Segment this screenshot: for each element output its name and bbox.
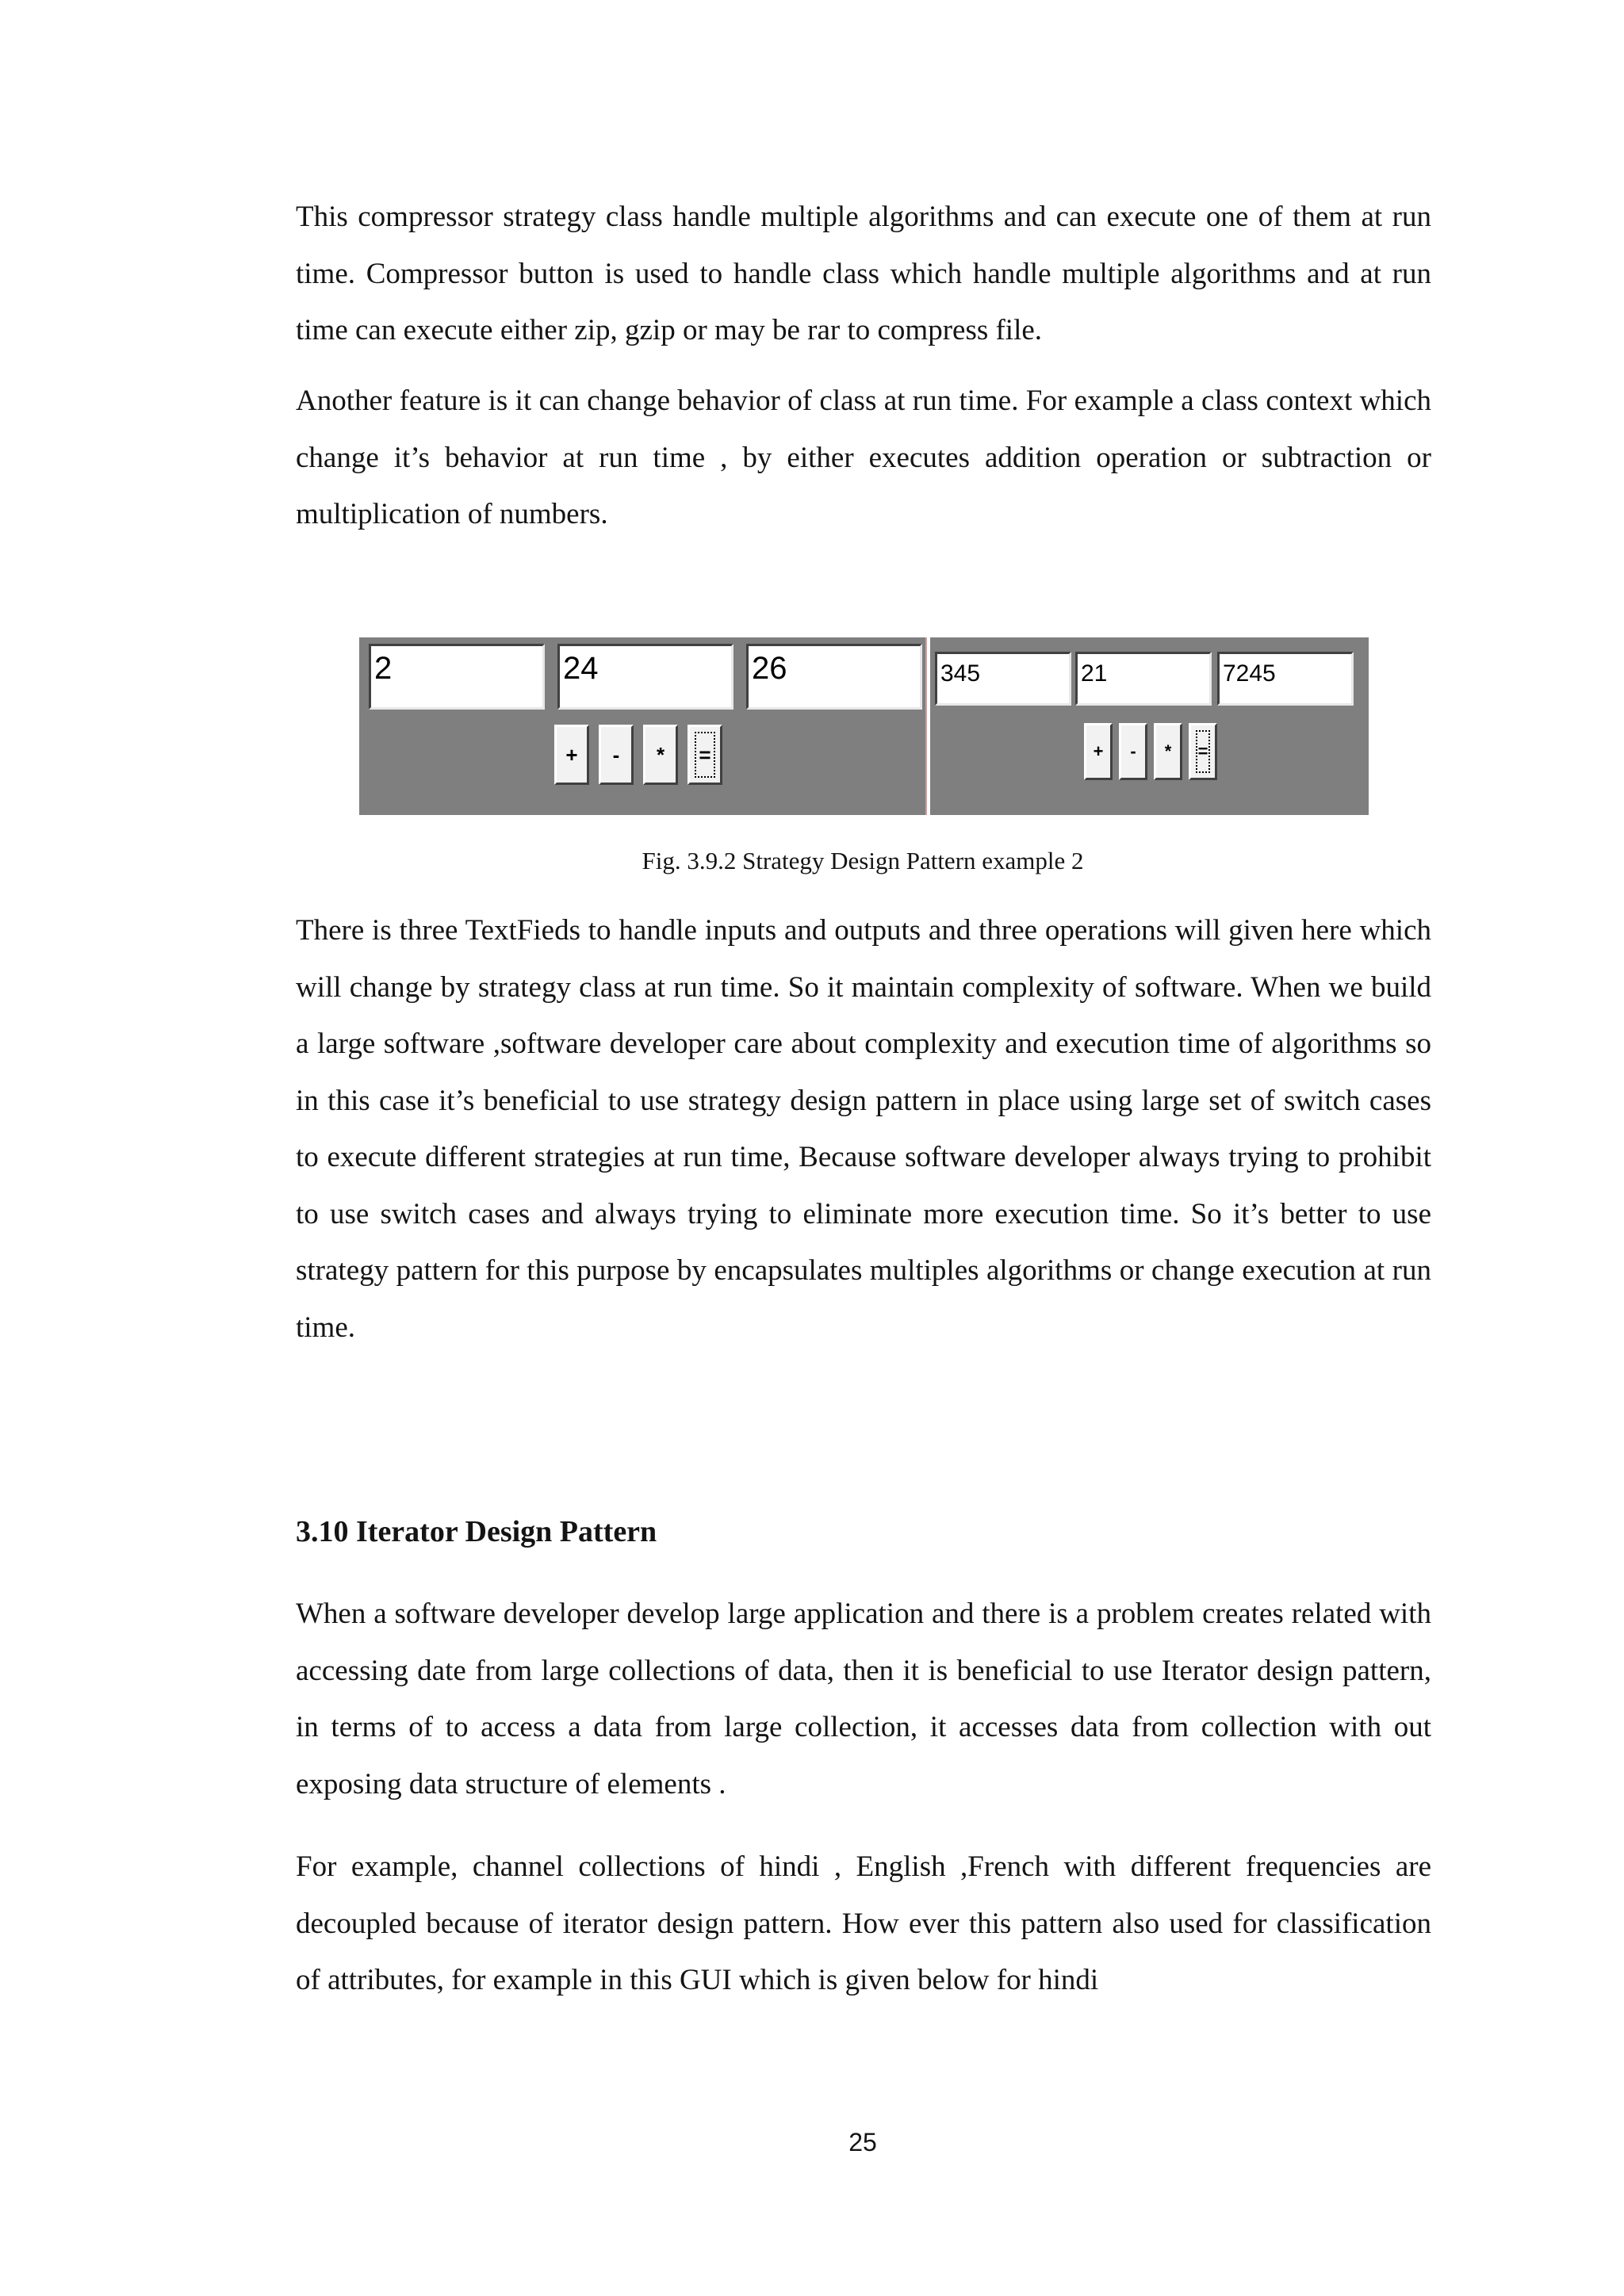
paragraph-iterator-intro: When a software developer develop large application and there is a problem creates related with accessing date from large collections of data, then it is beneficial to use Iterator design pattern, in terms of to access a data from large collection, it accesses data from collection with out exposing data structure of elements . [296,1598,1431,1800]
input-field-second[interactable]: 21 [1075,652,1212,706]
multiply-button[interactable]: * [643,725,678,785]
add-button[interactable]: + [1084,723,1113,780]
input-field-second[interactable]: 24 [557,644,733,710]
equals-label: = [699,743,711,767]
add-button[interactable]: + [554,725,589,785]
equals-button[interactable] [688,725,722,785]
paragraph-behavior-change: Another feature is it can change behavior of class at run time. For example a class context which change it’s behavior at run time , by either executes addition operation or subtraction or multiplication of numbers. [296,385,1431,530]
equals-label: = [1197,741,1208,761]
strategy-example-figure [359,637,1369,815]
input-field-first[interactable]: 345 [935,652,1071,706]
calculator-panel-left [359,637,925,815]
paragraph-textfields-explanation: There is three TextFieds to handle inputs and outputs and three operations will given here which will change by strategy class at run time. So it maintain complexity of software. When we build a large software ,software developer care about complexity and execution time of algorithms so in this case it’s beneficial to use strategy design pattern in place using large set of switch cases to execute different strategies at run time, Because software developer always trying to prohibit to use switch cases and always trying to eliminate more execution time. So it’s better to use strategy pattern for this purpose by encapsulates multiples algorithms or change execution at run time. [296,914,1431,1344]
paragraph-iterator-example: For example, channel collections of hindi , English ,French with different frequencies are decoupled because of iterator design pattern. How ever this pattern also used for classification of attributes, for example in this GUI which is given below for hindi [296,1850,1431,1996]
subtract-button[interactable]: - [599,725,634,785]
section-heading: 3.10 Iterator Design Pattern [296,1515,657,1548]
figure-caption: Fig. 3.9.2 Strategy Design Pattern example 2 [642,847,1084,874]
paragraph-compressor-strategy: This compressor strategy class handle multiple algorithms and can execute one of them at run time. Compressor button is used to handle class which handle multiple algorithms and at run time can execute either zip, gzip or may be rar to compress file. [296,201,1431,346]
equals-button[interactable] [1189,723,1217,780]
result-field[interactable]: 7245 [1217,652,1354,706]
focus-ring [695,732,715,778]
result-field[interactable]: 26 [746,644,922,710]
focus-ring [1196,730,1210,773]
multiply-button[interactable]: * [1154,723,1182,780]
calculator-panel-right [930,637,1369,815]
page-number: 25 [848,2128,877,2156]
subtract-button[interactable]: - [1119,723,1147,780]
input-field-first[interactable]: 2 [369,644,545,710]
